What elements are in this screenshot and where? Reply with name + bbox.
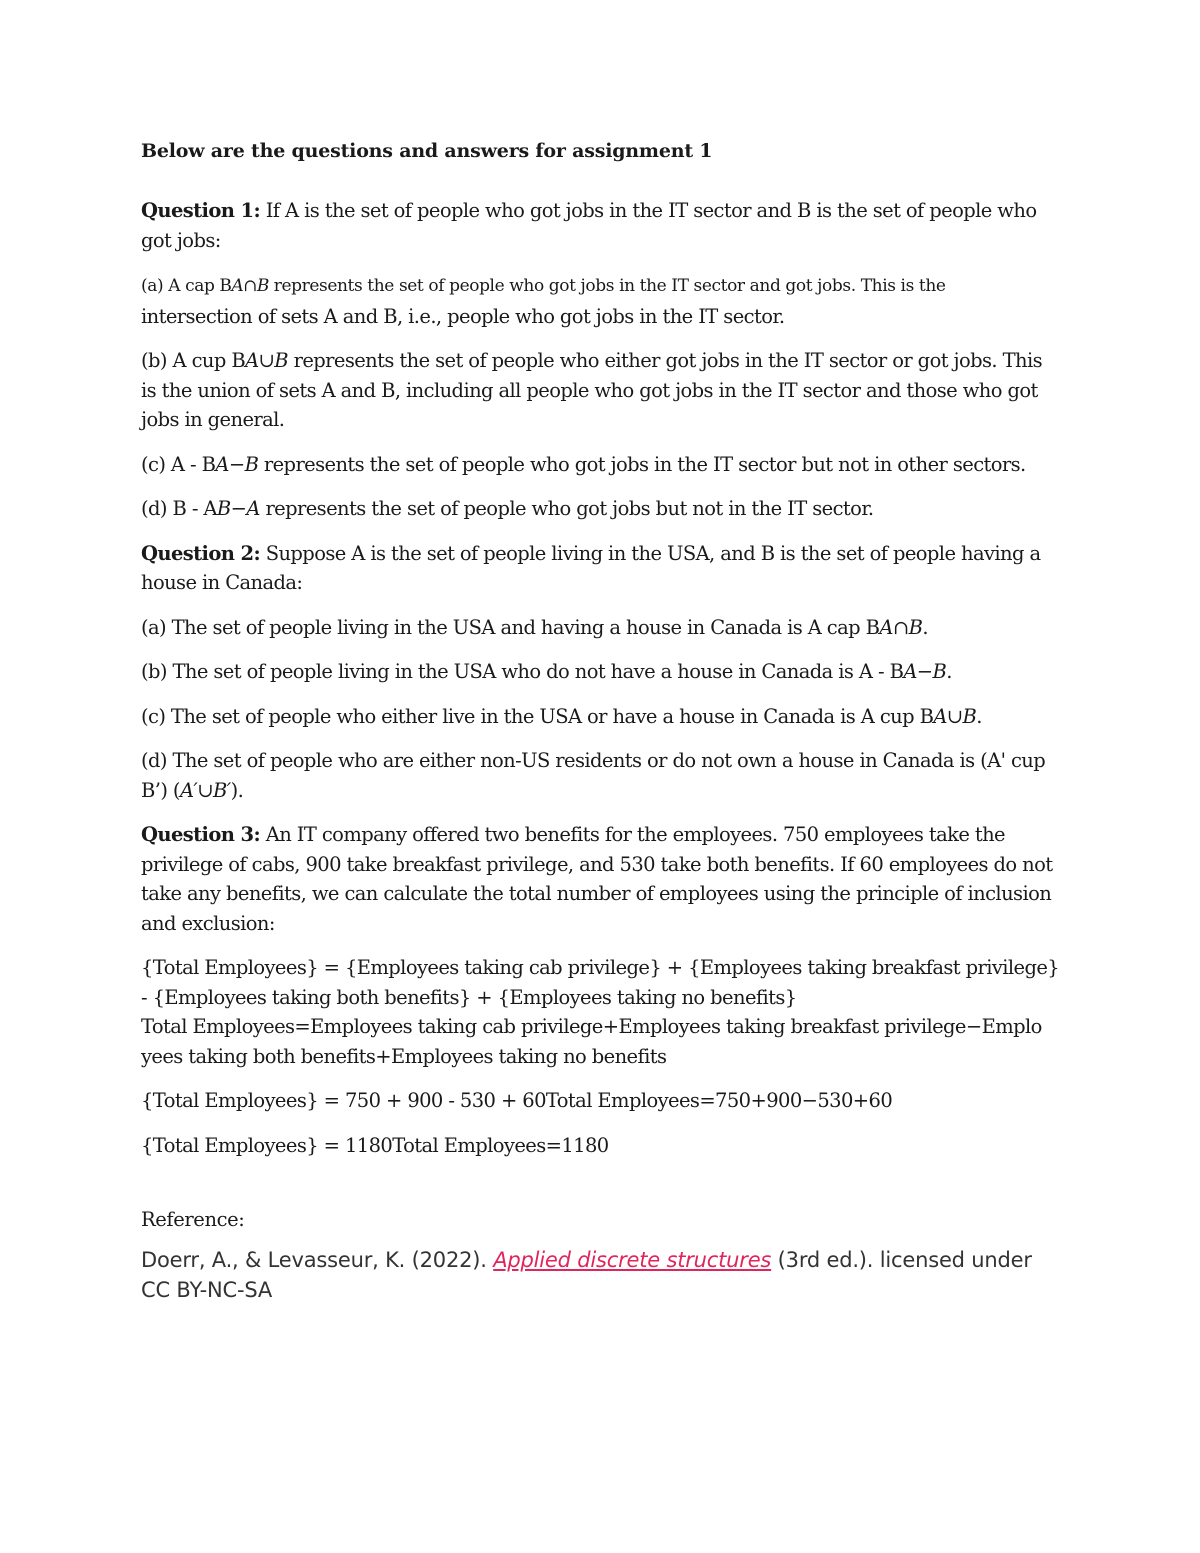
question-2-text: Suppose A is the set of people living in the USA, and B is the set of people having a house in Canada: [141, 541, 1041, 594]
q2d-end: ). [230, 778, 244, 802]
q1a-prefix: (a) A cap B [141, 276, 232, 296]
reference-label: Reference: [141, 1208, 245, 1231]
q2c-math: A∪B [933, 704, 977, 728]
question-3-calculation: {Total Employees} = 750 + 900 - 530 + 60Total Employees=750+900−530+60 [141, 1089, 893, 1112]
q1d-prefix: (d) B - A [141, 497, 217, 520]
question-1-part-a [141, 270, 1061, 331]
q2d-prefix: (d) The set of people who are either non-US residents or do not own a house in Canada is (A' cup B’) ( [141, 749, 1046, 802]
question-3-text: An IT company offered two benefits for the employees. 750 employees take the privilege of cabs, 900 take breakfast privilege, and 530 take both benefits. If 60 employees do not take any benefits, we can calculate the total number of employees using the principle of inclusion and exclusion: [141, 823, 1053, 935]
q2a-prefix: (a) The set of people living in the USA and having a house in Canada is A cap B [141, 615, 880, 639]
question-3-label: Question 3: [141, 823, 261, 846]
q2a-math: A∩B [879, 615, 923, 639]
q2c-end: . [976, 704, 982, 728]
question-2-intro [141, 539, 1061, 598]
q1b-rest: represents the set of people who either got jobs in the IT sector or got jobs. This is the union of sets A and B, including all people who got jobs in the IT sector and those who got jobs in general. [141, 349, 1043, 431]
question-1-intro [141, 196, 1061, 255]
q1c-rest: represents the set of people who got jobs in the IT sector but not in other sectors. [258, 452, 1026, 476]
q1d-rest: represents the set of people who got jobs but not in the IT sector. [259, 497, 874, 520]
question-2-label: Question 2: [141, 541, 261, 565]
document-page [141, 140, 1061, 1305]
q1d-math: B−A [216, 497, 260, 520]
question-3-formula [141, 953, 1061, 1071]
q3-formula-line-1: {Total Employees} = {Employees taking cab privilege} + {Employees taking breakfast privilege} - {Employees taking both benefits} + {Employees taking no benefits} [141, 956, 1060, 1009]
question-1-text: If A is the set of people who got jobs in the IT sector and B is the set of people who got jobs: [141, 199, 1037, 252]
reference-citation [141, 1245, 1061, 1305]
question-2-part-c [141, 702, 1061, 732]
q2b-math: A−B [903, 660, 947, 683]
q1b-prefix: (b) A cup B [141, 349, 246, 372]
question-1-part-c [141, 450, 1061, 480]
spacer [141, 1175, 1061, 1205]
q1c-math: A−B [215, 452, 259, 476]
question-2-part-b [141, 657, 1061, 687]
question-2-part-a [141, 613, 1061, 643]
q2d-math: A′∪B′ [179, 778, 231, 802]
question-1-label: Question 1: [141, 199, 261, 222]
q1c-prefix: (c) A - B [141, 452, 216, 476]
question-1-part-b [141, 346, 1061, 435]
q1a-rest: intersection of sets A and B, i.e., people who got jobs in the IT sector. [141, 304, 785, 328]
citation-book-link[interactable]: Applied discrete structures [493, 1247, 772, 1272]
document-title: Below are the questions and answers for assignment 1 [141, 140, 713, 162]
q2a-end: . [922, 615, 928, 639]
question-2-part-d [141, 746, 1061, 805]
q3-formula-line-2: Total Employees=Employees taking cab privilege+Employees taking breakfast privilege−Emplo yees taking both benefits+Employees taking no benefits [141, 1015, 1042, 1068]
q2b-prefix: (b) The set of people living in the USA who do not have a house in Canada is A - B [141, 660, 904, 683]
question-3-result: {Total Employees} = 1180Total Employees=1180 [141, 1133, 609, 1157]
question-3-intro [141, 820, 1061, 938]
citation-rest: (3rd ed.). licensed under CC BY-NC-SA [141, 1247, 1032, 1302]
q2b-end: . [946, 660, 952, 683]
question-1-part-d [141, 494, 1061, 524]
q2c-prefix: (c) The set of people who either live in the USA or have a house in Canada is A cup B [141, 704, 934, 728]
q1b-math: A∪B [245, 349, 289, 372]
citation-authors: Doerr, A., & Levasseur, K. (2022). [141, 1247, 494, 1272]
q1a-small-rest: represents the set of people who got jobs in the IT sector and got jobs. This is the [268, 276, 946, 296]
q1a-math: A∩B [231, 276, 269, 296]
